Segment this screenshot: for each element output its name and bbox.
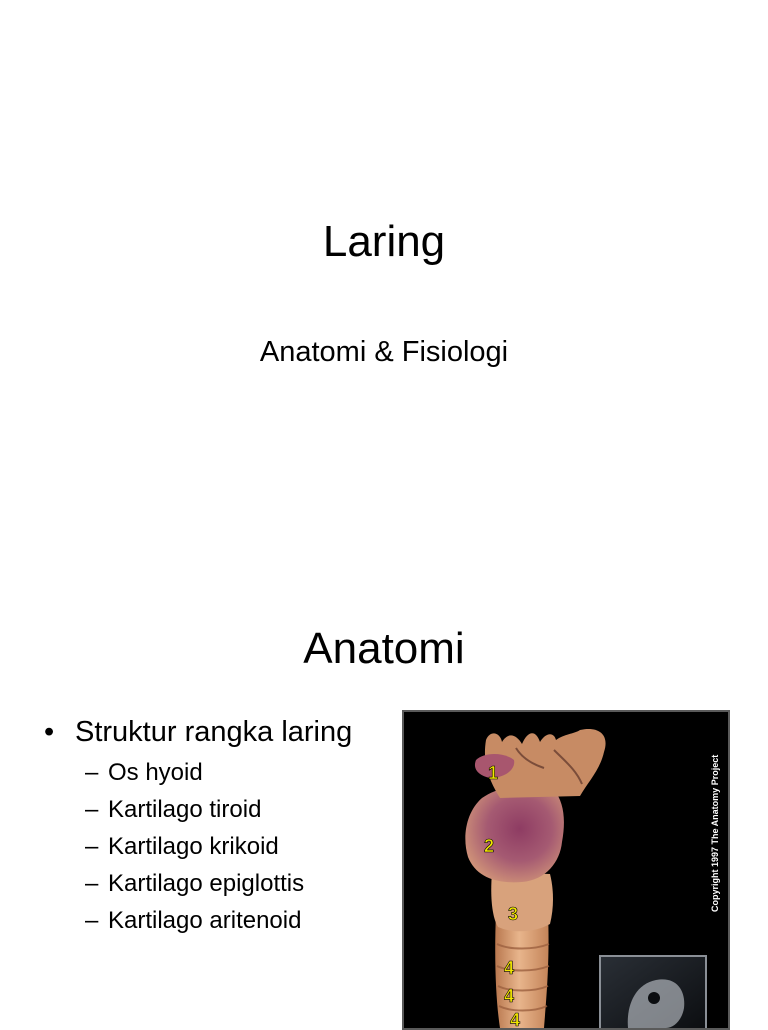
slide-title: Laring: [322, 217, 446, 266]
slide-title: Anatomi: [303, 624, 465, 673]
dash-marker: –: [85, 796, 99, 823]
sub-bullet-item: [85, 828, 394, 865]
sub-bullet-text: Kartilago krikoid: [108, 833, 279, 860]
bullet-text: Struktur rangka laring: [75, 716, 353, 748]
sub-bullet-container: [44, 754, 394, 939]
label-4c: 4: [510, 1010, 521, 1028]
sub-bullet-text: Kartilago epiglottis: [108, 870, 305, 897]
dash-marker: –: [85, 759, 99, 786]
sub-bullet-item: [85, 865, 394, 902]
label-4b: 4: [504, 986, 515, 1006]
copyright-text: Copyright 1997 The Anatomy Project: [710, 754, 720, 912]
label-4a: 4: [504, 958, 515, 978]
sub-bullet-item: [85, 754, 394, 791]
bullet-item: [44, 714, 394, 750]
label-1: 1: [488, 763, 499, 783]
dash-marker: –: [85, 907, 99, 934]
sub-bullet-item: [85, 791, 394, 828]
larynx-anatomy-image: [402, 710, 730, 1030]
bullet-marker: •: [44, 716, 55, 748]
slide-subtitle: Anatomi & Fisiologi: [259, 336, 509, 368]
bullet-list: [44, 714, 394, 939]
dash-marker: –: [85, 870, 99, 897]
thyroid-cartilage: [465, 785, 564, 882]
sub-bullet-text: Kartilago tiroid: [108, 796, 262, 823]
sub-bullet-list: [44, 754, 394, 939]
label-2: 2: [484, 836, 495, 856]
content-slide: [0, 576, 768, 1028]
sub-bullet-text: Kartilago aritenoid: [108, 907, 302, 934]
sub-bullet-text: Os hyoid: [108, 759, 203, 786]
sub-bullet-item: [85, 902, 394, 939]
label-3: 3: [508, 904, 519, 924]
dash-marker: –: [85, 833, 99, 860]
larynx-illustration: [404, 712, 728, 1028]
